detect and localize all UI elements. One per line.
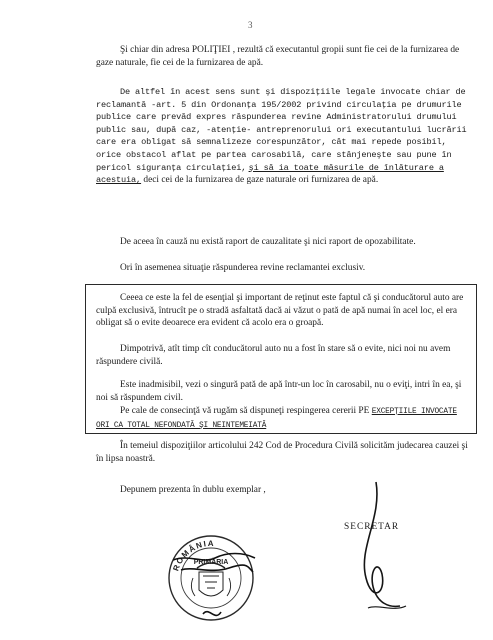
signature-mark-icon [338, 478, 412, 628]
paragraph-legal-provisions [96, 86, 474, 187]
secretar-label: SECRETAR [344, 522, 400, 532]
legal-provisions-text: De altfel în acest sens sunt şi dispoziţiile legale invocate chiar de reclamantă -art. 5 din Ordonanţa 195/2002 privind circulaţia pe drumurile publice care prevăd expres răspunderea revine Administratorului drumului public sau, după caz, -atenţie- antreprenorului ori executantului lucrării care era obligat să semnalizeze corespunzător, cât mai repede posibil, orice obstacol aflat pe partea carosabilă, care stânjeneşte sau pune în pericol siguranţa circulaţiei, [96, 87, 467, 173]
paragraph-causality: De aceea în cauză nu există raport de cauzalitate şi nici raport de opozabilitate. [120, 237, 416, 247]
coat-of-arms-icon [191, 563, 230, 596]
paragraph-police-address: Şi chiar din adresa POLIŢIEI , rezultă că executantul gropii sunt fie cei de la furnizarea de gaze naturale, fie cei de la furnizarea de apă. [96, 45, 460, 68]
box-paragraph-request [96, 405, 468, 432]
request-caps-text: EXCEPŢIILE INVOCATE ORI CA TOTAL NEFONDATĂ ŞI NEINTEMEIATĂ [96, 408, 457, 430]
box-paragraph-driver-fault: Ceeea ce este la fel de esenţial şi important de reţinut este faptul că şi conducătorul auto are culpă exclusivă, întrucît pe o stradă asfaltată dacă ai văzut o pată de apă numai în acel loc, el era obligat să o evite deoarece era evident că acolo era o groapă. [96, 293, 464, 329]
highlighted-box [85, 284, 477, 434]
page-number: 3 [248, 20, 253, 30]
legal-provisions-tail: deci cei de la furnizarea de gaze naturale ori furnizarea de apă. [143, 175, 379, 186]
box-paragraph-inadmissible: Este inadmisibil, vezi o singură pată de apă într-un loc în carosabil, nu o eviţi, intri în ea, şi noi să răspundem civil. [96, 380, 462, 403]
svg-text:ROMÂNIA [171, 539, 215, 572]
box-paragraph-on-the-contrary: Dimpotrivă, atît timp cît conducătorul auto nu a fost în stare să o evite, nici noi nu avem răspundere civilă. [96, 344, 451, 367]
request-text: Pe cale de consecinţă vă rugăm să dispuneţi respingerea cererii PE [120, 406, 370, 416]
paragraph-duplicate: Depunem prezenta în dublu exemplar , [120, 485, 266, 495]
legal-provisions-underlined: şi să ia toate măsurile de înlăturare a acestuia, [96, 162, 444, 186]
paragraph-legal-basis: În temeiul dispoziţiilor articolului 242 Cod de Procedura Civilă solicităm judecarea cauzei şi în lipsa noastră. [96, 441, 468, 464]
stamp-text-top: ROMÂNIA [171, 538, 216, 573]
official-stamp [163, 528, 259, 626]
paragraph-liability: Ori în asemenea situaţie răspunderea revine reclamantei exclusiv. [120, 263, 366, 273]
stamp-text-mid: PRIMĂRIA [193, 559, 229, 566]
